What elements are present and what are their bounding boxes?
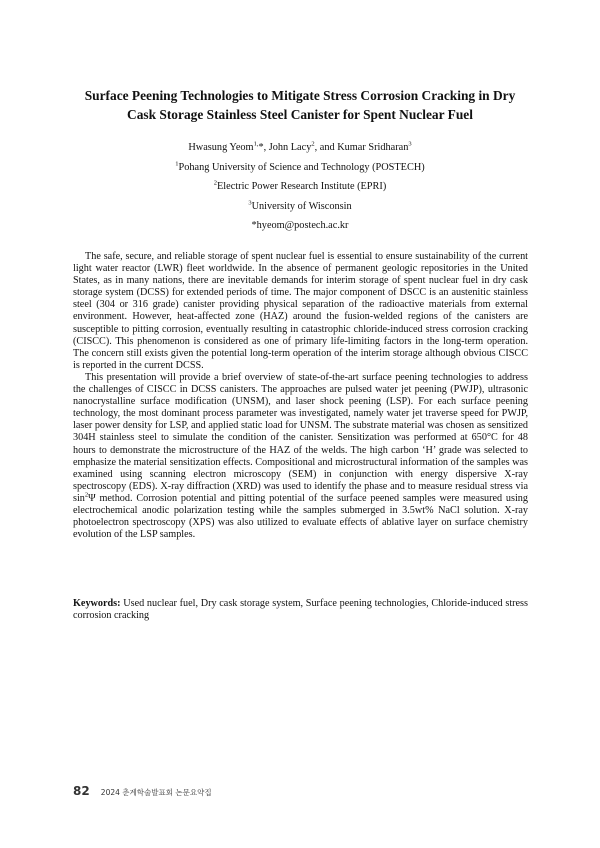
affiliation-3: $^3$University of Wisconsin	[248, 199, 352, 212]
affiliation-2: $^2$Electric Power Research Institute (EPRI)	[213, 179, 387, 192]
title-line-1: Surface Peening Technologies to Mitigate Stress Corrosion Cracking in Dry	[84, 88, 516, 103]
author-line	[60, 138, 540, 158]
affiliation-1: $^1$Pohang University of Science and Technology (POSTECH)	[175, 160, 425, 173]
conference-name: 2024 춘계학술발표회 논문요약집	[100, 788, 212, 797]
author-2-name: , John Lacy	[263, 142, 312, 153]
keywords-label: Keywords:	[73, 598, 121, 609]
abstract-paragraph-1: The safe, secure, and reliable storage of spent nuclear fuel is essential to ensure sustainability of the current light water reactor (LWR) fleet worldwide. In the absence of permanent geologic repositories in the United States, as in many nations, there are inevitable demands for interim storage of spent nuclear fuel in dry cask storage system (DCSS) for extended periods of time. The major component of DSCC is an austenitic stainless steel (304 or 316 grade) canister providing physical separation of the radioactive materials from external environment. However, heat-affected zone (HAZ) around the fusion-welded regions of the canisters are susceptible to pitting corrosion, eventually resulting in catastrophic chloride-induced stress corrosion cracking (CISCC). This phenomenon is considered as one of primary life-limiting factors in the long-term operation. The concern still exists given the potential long-term operation of the interim storage although obvious CISCC is reported in the current DCSS.	[73, 251, 528, 371]
author-block	[60, 138, 540, 236]
page-number: 82	[73, 784, 90, 798]
author-3-name: , and Kumar Sridharan	[314, 142, 409, 153]
author-1-name: Hwasung Yeom	[188, 142, 254, 153]
abstract-paragraph-2: This presentation will provide a brief overview of state-of-the-art surface peening technologies to address the challenges of CISCC in DCSS canisters. The approaches are pulsed water jet peening (PWJP), ultrasonic nanocrystalline surface modification (UNSM), and laser shock peening (LSP). For each surface peening technology, the most dominant process parameter was investigated, namely water jet traverse speed for PWJP, laser power density for LSP, and applied static load for UNSM. The substrate material was chosen as sensitized 304H stainless steel to simulate the condition of the canister. Sensitization was performed at 650°C for 48 hours to demonstrate the microstructure of the HAZ of the welds. The high carbon ‘H’ grade was selected to emphasize the material sensitization effects. Compositional and microstructural information of the samples was examined using scanning electron microscopy (SEM) in conjunction with energy dispersive X-ray spectroscopy (EDS). X-ray diffraction (XRD) was used to identify the phase and to measure residual stress via $\sin^2\Psi$ method. Corrosion potential and pitting potential of the surface peened samples were measured using electrochemical anodic polarization testing while the samples submerged in 3.5wt% NaCl solution. X-ray photoelectron spectroscopy (XPS) was also utilized to evaluate effects of ablative layer on surface chemistry evolution of the LSP samples.	[73, 371, 528, 541]
corresponding-mark: *	[258, 142, 264, 153]
page-footer	[73, 780, 212, 799]
keywords	[73, 598, 528, 622]
author-2-affil: 2	[311, 140, 315, 148]
title-line-2: Cask Storage Stainless Steel Canister for Spent Nuclear Fuel	[127, 107, 473, 122]
contact-email[interactable]: *hyeom@postech.ac.kr	[251, 220, 349, 231]
abstract-body	[73, 251, 528, 541]
keywords-text: Used nuclear fuel, Dry cask storage system, Surface peening technologies, Chloride-induced stress corrosion cracking	[73, 598, 528, 622]
author-3-affil: 3	[408, 140, 412, 148]
paper-title	[70, 86, 530, 124]
author-1-affil: 1,	[253, 140, 259, 148]
